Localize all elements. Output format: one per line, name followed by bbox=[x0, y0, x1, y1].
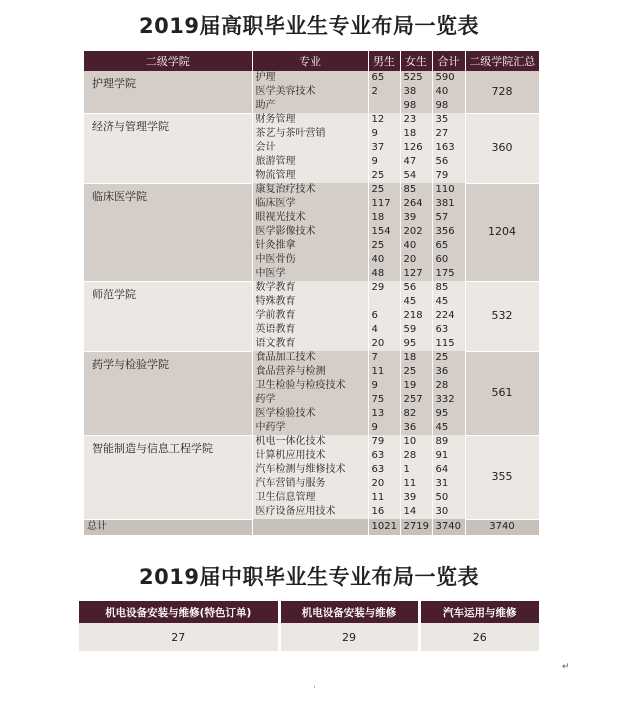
male-count bbox=[368, 295, 400, 309]
male-count: 2 bbox=[368, 85, 400, 99]
female-count: 525 bbox=[400, 71, 432, 85]
female-count: 20 bbox=[400, 253, 432, 267]
female-count: 54 bbox=[400, 169, 432, 183]
secondary-value: 29 bbox=[279, 623, 419, 651]
higher-vocational-table bbox=[84, 51, 540, 535]
major-total: 332 bbox=[432, 393, 465, 407]
major-total: 45 bbox=[432, 295, 465, 309]
male-count: 117 bbox=[368, 197, 400, 211]
college-summary: 355 bbox=[465, 435, 539, 519]
major-name: 医学美容技术 bbox=[252, 85, 368, 99]
major-total: 63 bbox=[432, 323, 465, 337]
major-name: 中医学 bbox=[252, 267, 368, 281]
female-count: 59 bbox=[400, 323, 432, 337]
header-total: 合计 bbox=[432, 51, 465, 71]
female-count: 47 bbox=[400, 155, 432, 169]
college-name: 护理学院 bbox=[84, 71, 252, 113]
male-count: 18 bbox=[368, 211, 400, 225]
male-count: 11 bbox=[368, 491, 400, 505]
male-count: 40 bbox=[368, 253, 400, 267]
major-total: 30 bbox=[432, 505, 465, 519]
major-total: 36 bbox=[432, 365, 465, 379]
major-name: 卫生信息管理 bbox=[252, 491, 368, 505]
major-total: 57 bbox=[432, 211, 465, 225]
major-total: 175 bbox=[432, 267, 465, 281]
major-name: 汽车检测与维修技术 bbox=[252, 463, 368, 477]
major-name: 数学教育 bbox=[252, 281, 368, 295]
male-count: 25 bbox=[368, 183, 400, 197]
major-name: 学前教育 bbox=[252, 309, 368, 323]
major-name: 物流管理 bbox=[252, 169, 368, 183]
major-total: 110 bbox=[432, 183, 465, 197]
male-count: 9 bbox=[368, 155, 400, 169]
secondary-value: 27 bbox=[79, 623, 279, 651]
male-count bbox=[368, 99, 400, 113]
female-count: 257 bbox=[400, 393, 432, 407]
college-name: 师范学院 bbox=[84, 281, 252, 351]
major-name: 针灸推拿 bbox=[252, 239, 368, 253]
grand-total: 3740 bbox=[432, 519, 465, 535]
female-count: 38 bbox=[400, 85, 432, 99]
female-count: 127 bbox=[400, 267, 432, 281]
female-count: 10 bbox=[400, 435, 432, 449]
female-count: 218 bbox=[400, 309, 432, 323]
male-count: 11 bbox=[368, 365, 400, 379]
secondary-header: 机电设备安装与维修(特色订单) bbox=[79, 601, 279, 623]
header-college-summary: 二级学院汇总 bbox=[465, 51, 539, 71]
major-name: 卫生检验与检疫技术 bbox=[252, 379, 368, 393]
major-name: 英语教育 bbox=[252, 323, 368, 337]
major-total: 45 bbox=[432, 421, 465, 435]
major-name: 食品加工技术 bbox=[252, 351, 368, 365]
secondary-header-row bbox=[79, 601, 539, 623]
male-count: 63 bbox=[368, 463, 400, 477]
female-count: 28 bbox=[400, 449, 432, 463]
college-summary: 360 bbox=[465, 113, 539, 183]
major-total: 64 bbox=[432, 463, 465, 477]
male-count: 25 bbox=[368, 169, 400, 183]
female-count: 39 bbox=[400, 211, 432, 225]
female-count: 126 bbox=[400, 141, 432, 155]
table-header-row bbox=[84, 51, 539, 71]
male-count: 9 bbox=[368, 127, 400, 141]
page-title: 2019届高职毕业生专业布局一览表 bbox=[139, 14, 479, 38]
male-count: 16 bbox=[368, 505, 400, 519]
female-count: 11 bbox=[400, 477, 432, 491]
female-count: 82 bbox=[400, 407, 432, 421]
male-count: 63 bbox=[368, 449, 400, 463]
table-row bbox=[84, 351, 539, 365]
major-total: 115 bbox=[432, 337, 465, 351]
stray-dot: · bbox=[313, 683, 316, 693]
major-name: 机电一体化技术 bbox=[252, 435, 368, 449]
male-count: 75 bbox=[368, 393, 400, 407]
major-total: 50 bbox=[432, 491, 465, 505]
header-college: 二级学院 bbox=[84, 51, 252, 71]
major-total: 224 bbox=[432, 309, 465, 323]
major-total: 25 bbox=[432, 351, 465, 365]
return-mark: ↵ bbox=[562, 662, 570, 672]
major-name: 医学影像技术 bbox=[252, 225, 368, 239]
male-count: 154 bbox=[368, 225, 400, 239]
header-male: 男生 bbox=[368, 51, 400, 71]
major-name: 计算机应用技术 bbox=[252, 449, 368, 463]
male-count: 25 bbox=[368, 239, 400, 253]
male-count: 48 bbox=[368, 267, 400, 281]
major-name: 语文教育 bbox=[252, 337, 368, 351]
female-count: 18 bbox=[400, 351, 432, 365]
college-name: 经济与管理学院 bbox=[84, 113, 252, 183]
female-count: 19 bbox=[400, 379, 432, 393]
major-name: 护理 bbox=[252, 71, 368, 85]
secondary-title: 2019届中职毕业生专业布局一览表 bbox=[139, 565, 479, 589]
secondary-value: 26 bbox=[419, 623, 539, 651]
major-total: 89 bbox=[432, 435, 465, 449]
table-row bbox=[84, 71, 539, 85]
male-count: 7 bbox=[368, 351, 400, 365]
major-total: 98 bbox=[432, 99, 465, 113]
male-count: 4 bbox=[368, 323, 400, 337]
table-row bbox=[84, 435, 539, 449]
male-count: 29 bbox=[368, 281, 400, 295]
male-count: 20 bbox=[368, 477, 400, 491]
major-name: 助产 bbox=[252, 99, 368, 113]
female-count: 95 bbox=[400, 337, 432, 351]
major-name: 康复治疗技术 bbox=[252, 183, 368, 197]
header-major: 专业 bbox=[252, 51, 368, 71]
male-count: 12 bbox=[368, 113, 400, 127]
major-name: 中医骨伤 bbox=[252, 253, 368, 267]
male-count: 6 bbox=[368, 309, 400, 323]
total-male: 1021 bbox=[368, 519, 400, 535]
total-row bbox=[84, 519, 539, 535]
major-total: 91 bbox=[432, 449, 465, 463]
major-total: 95 bbox=[432, 407, 465, 421]
header-female: 女生 bbox=[400, 51, 432, 71]
male-count: 20 bbox=[368, 337, 400, 351]
major-total: 35 bbox=[432, 113, 465, 127]
female-count: 14 bbox=[400, 505, 432, 519]
male-count: 9 bbox=[368, 379, 400, 393]
major-name: 眼视光技术 bbox=[252, 211, 368, 225]
female-count: 56 bbox=[400, 281, 432, 295]
major-name: 会计 bbox=[252, 141, 368, 155]
table-row bbox=[84, 113, 539, 127]
table-row bbox=[84, 281, 539, 295]
major-total: 590 bbox=[432, 71, 465, 85]
major-name: 中药学 bbox=[252, 421, 368, 435]
female-count: 85 bbox=[400, 183, 432, 197]
major-name: 医学检验技术 bbox=[252, 407, 368, 421]
major-name: 医疗设备应用技术 bbox=[252, 505, 368, 519]
major-name: 茶艺与茶叶营销 bbox=[252, 127, 368, 141]
major-total: 381 bbox=[432, 197, 465, 211]
table-row bbox=[84, 183, 539, 197]
major-total: 65 bbox=[432, 239, 465, 253]
major-total: 28 bbox=[432, 379, 465, 393]
female-count: 202 bbox=[400, 225, 432, 239]
summary-total: 3740 bbox=[465, 519, 539, 535]
female-count: 1 bbox=[400, 463, 432, 477]
major-total: 27 bbox=[432, 127, 465, 141]
total-female: 2719 bbox=[400, 519, 432, 535]
secondary-header: 机电设备安装与维修 bbox=[279, 601, 419, 623]
male-count: 65 bbox=[368, 71, 400, 85]
secondary-value-row bbox=[79, 623, 539, 651]
female-count: 36 bbox=[400, 421, 432, 435]
female-count: 40 bbox=[400, 239, 432, 253]
major-total: 356 bbox=[432, 225, 465, 239]
female-count: 39 bbox=[400, 491, 432, 505]
major-total: 31 bbox=[432, 477, 465, 491]
major-total: 56 bbox=[432, 155, 465, 169]
college-name: 药学与检验学院 bbox=[84, 351, 252, 435]
male-count: 79 bbox=[368, 435, 400, 449]
secondary-vocational-table bbox=[79, 601, 539, 651]
major-name: 财务管理 bbox=[252, 113, 368, 127]
major-name: 食品营养与检测 bbox=[252, 365, 368, 379]
table-body bbox=[84, 71, 539, 535]
male-count: 13 bbox=[368, 407, 400, 421]
major-total: 40 bbox=[432, 85, 465, 99]
total-label: 总计 bbox=[84, 519, 252, 535]
female-count: 25 bbox=[400, 365, 432, 379]
college-name: 临床医学院 bbox=[84, 183, 252, 281]
major-total: 163 bbox=[432, 141, 465, 155]
female-count: 45 bbox=[400, 295, 432, 309]
total-spacer bbox=[252, 519, 368, 535]
secondary-header: 汽车运用与维修 bbox=[419, 601, 539, 623]
major-name: 旅游管理 bbox=[252, 155, 368, 169]
major-name: 药学 bbox=[252, 393, 368, 407]
major-name: 汽车营销与服务 bbox=[252, 477, 368, 491]
female-count: 264 bbox=[400, 197, 432, 211]
major-name: 特殊教育 bbox=[252, 295, 368, 309]
major-total: 60 bbox=[432, 253, 465, 267]
college-summary: 532 bbox=[465, 281, 539, 351]
female-count: 23 bbox=[400, 113, 432, 127]
college-summary: 1204 bbox=[465, 183, 539, 281]
major-name: 临床医学 bbox=[252, 197, 368, 211]
major-total: 79 bbox=[432, 169, 465, 183]
major-total: 85 bbox=[432, 281, 465, 295]
male-count: 9 bbox=[368, 421, 400, 435]
college-name: 智能制造与信息工程学院 bbox=[84, 435, 252, 519]
college-summary: 561 bbox=[465, 351, 539, 435]
college-summary: 728 bbox=[465, 71, 539, 113]
female-count: 98 bbox=[400, 99, 432, 113]
male-count: 37 bbox=[368, 141, 400, 155]
female-count: 18 bbox=[400, 127, 432, 141]
